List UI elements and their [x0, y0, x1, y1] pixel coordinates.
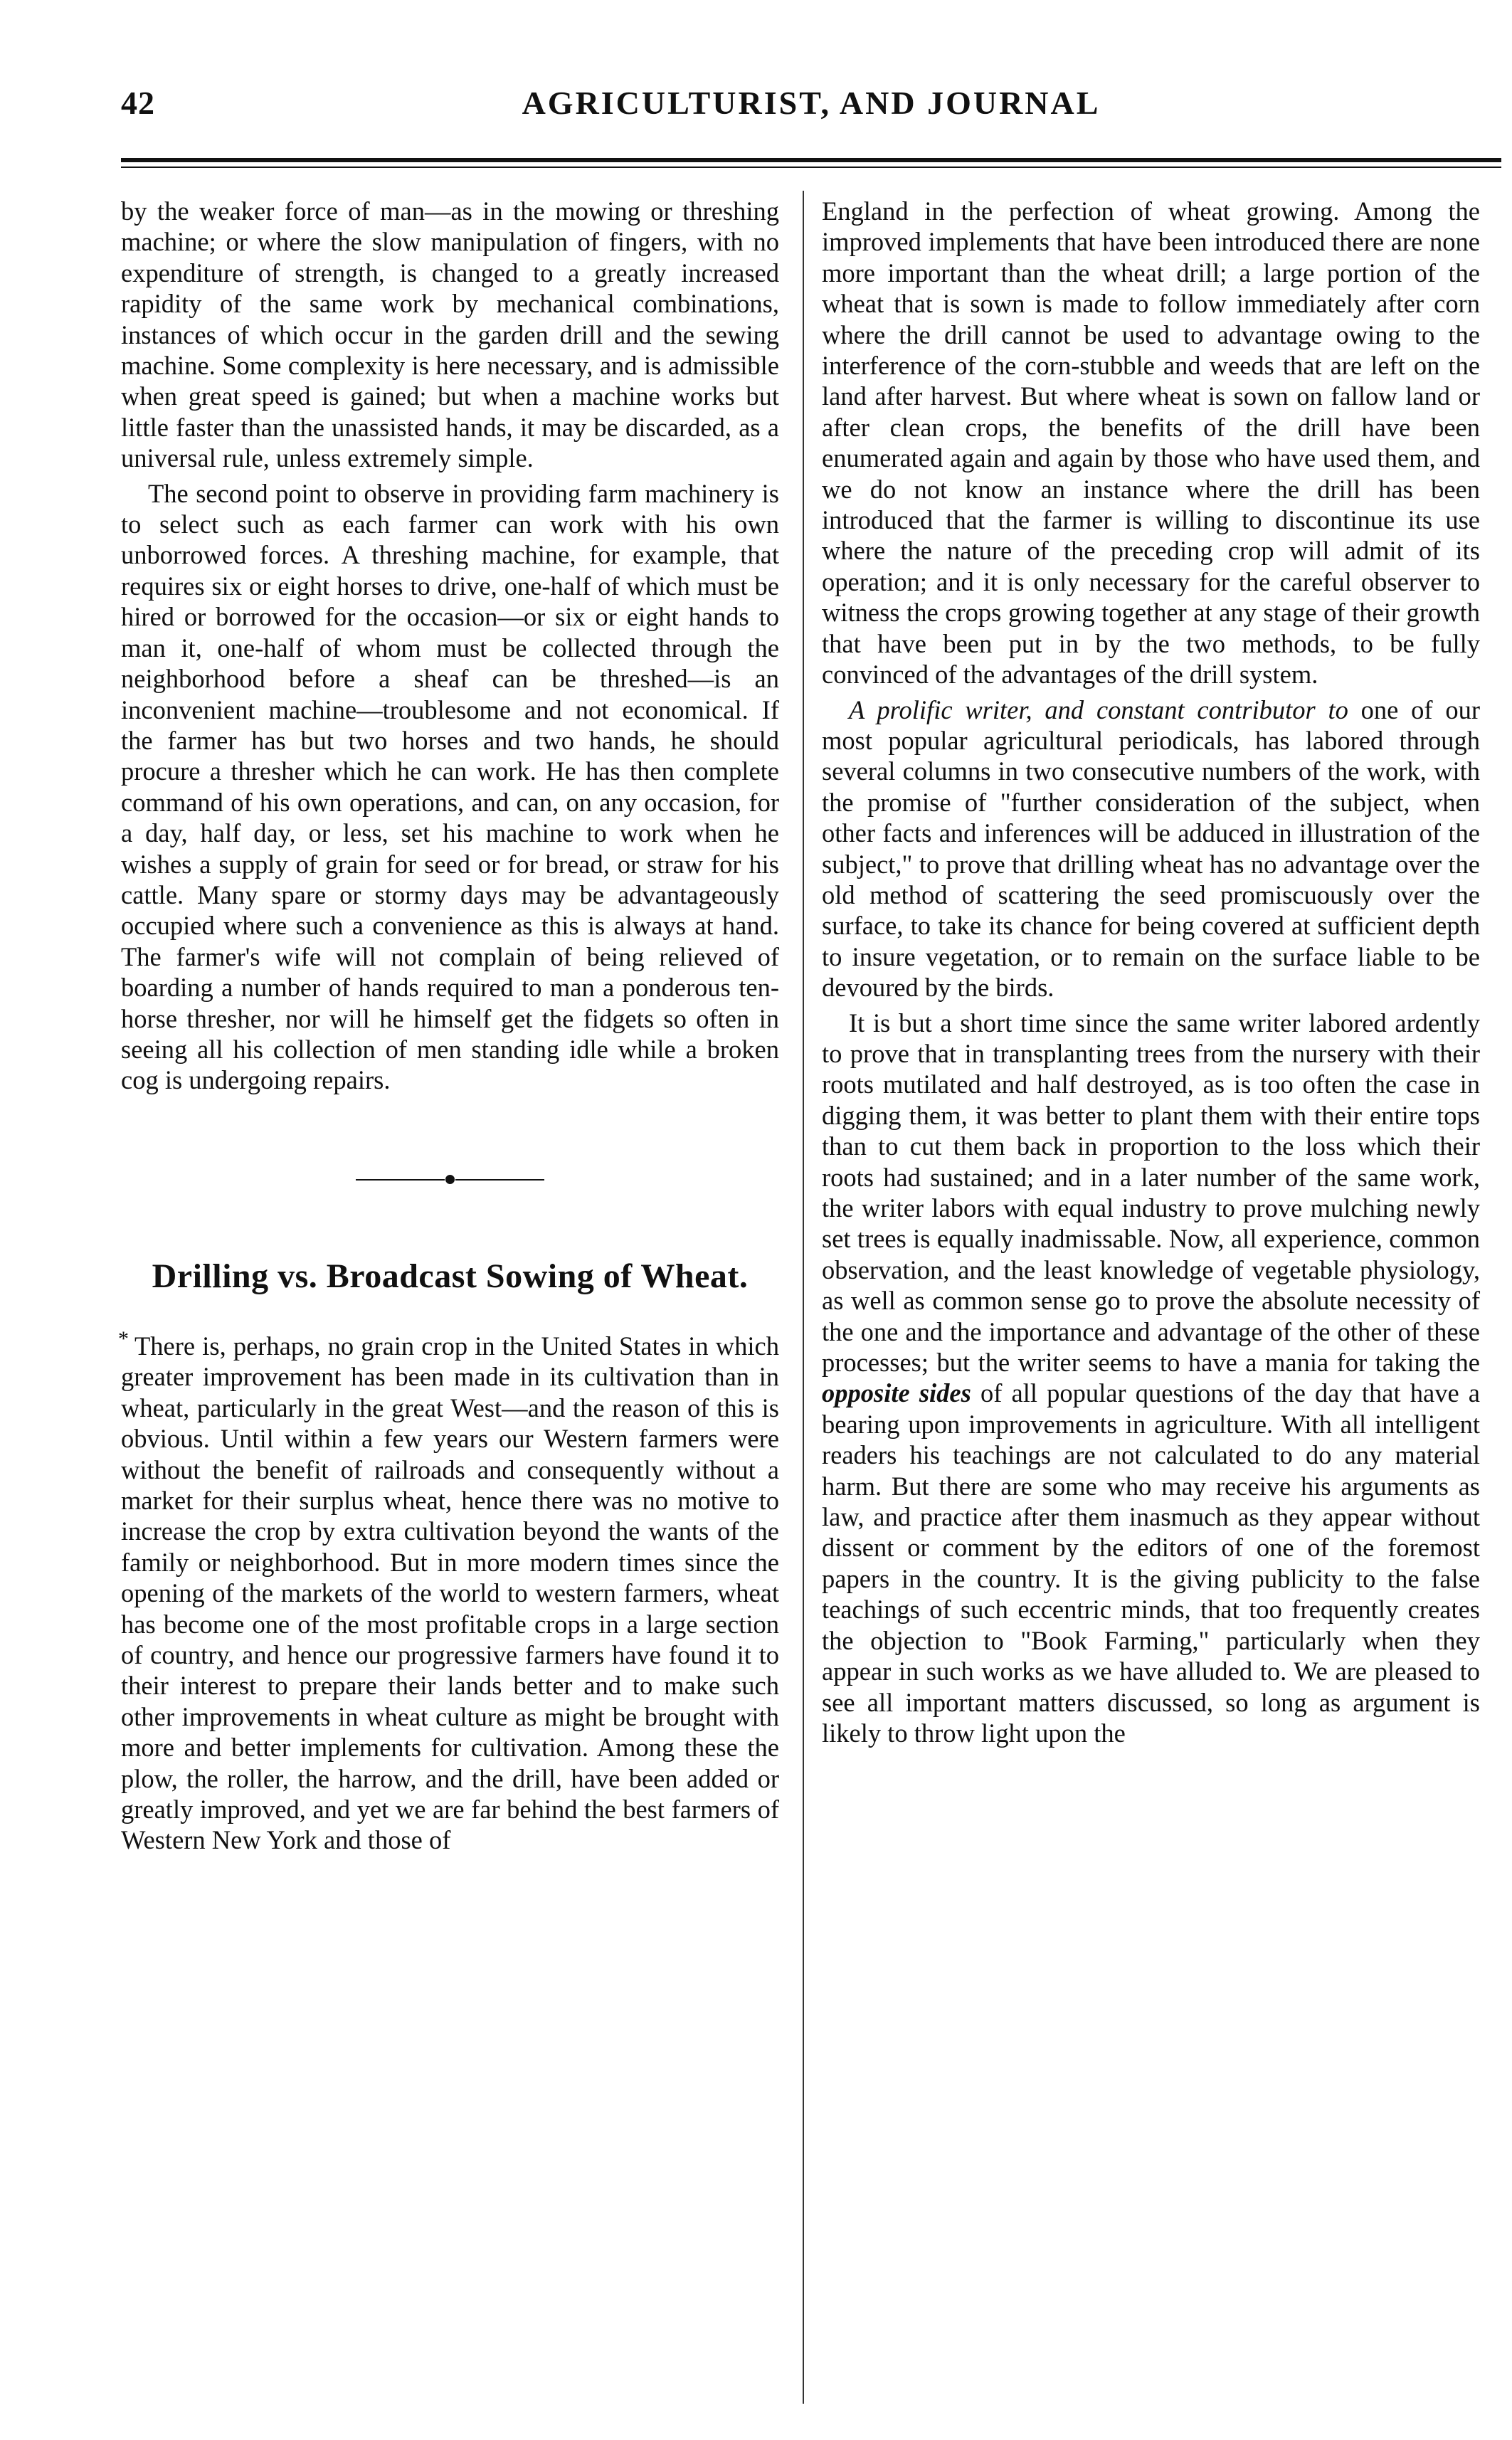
separator-line-right [455, 1179, 544, 1181]
left-column [118, 196, 779, 1856]
right-paragraph-3-a: It is but a short time since the same writer labored ardently to prove that in transplanting trees from the nursery with their roots mutilated and half destroyed, as is too often the case in digging them, it was better to plant them with their entire tops than to cut them back in proportion to the loss which their roots had sustained; and in a later number of the same work, the writer labors with equal industry to prove mulching newly set trees is equally inadmissable. Now, all experience, common observation, and the least knowledge of vegetable physiology, as well as common sense go to prove the absolute necessity of the one and the importance and advantage of the other of these processes; but the writer seems to have a mania for taking the [822, 1008, 1480, 1378]
header-rule-thick [121, 158, 1501, 162]
article-marker: * [118, 1326, 129, 1351]
article-heading: Drilling vs. Broadcast Sowing of Wheat. [152, 1257, 749, 1295]
right-paragraph-3 [822, 1008, 1480, 1749]
separator-line-left [356, 1179, 445, 1181]
right-column [822, 196, 1480, 1748]
left-paragraph-1: by the weaker force of man—as in the mowing or threshing machine; or where the slow manipulation of fingers, with no expenditure of strength, is changed to a greatly increased rapidity of the same work by mechanical combinations, instances of which occur in the garden drill and the sewing machine. Some complexity is here necessary, and is admissible when great speed is gained; but when a machine works but little faster than the unassisted hands, it may be discarded, as a universal rule, unless extremely simple. [121, 196, 779, 473]
running-title: AGRICULTURIST, AND JOURNAL [522, 85, 1101, 121]
right-paragraph-2-lead: A prolific writer, and constant contributor to [849, 694, 1348, 724]
left-paragraph-2: The second point to observe in providing farm machinery is to select such as each farmer can work with his own unborrowed forces. A threshing machine, for example, that requires six or eight horses to drive, one-half of which must be hired or borrowed for the occasion—or six or eight hands to man it, one-half of whom must be collected through the neighborhood before a sheaf can be threshed—is an inconvenient machine—troublesome and not economical. If the farmer has but two horses and two hands, he should procure a thresher which he can work. He has then complete command of his own operations, and can, on any occasion, for a day, half day, or less, set his machine to work when he wishes a supply of grain for seed or for bread, or straw for his cattle. Many spare or stormy days may be advantageously occupied where such a convenience as this is always at hand. The farmer's wife will not complain of being relieved of boarding a number of hands required to man a ponderous ten-horse thresher, nor will he himself get the fidgets so often in seeing all his collection of men standing idle while a broken cog is undergoing repairs. [121, 478, 779, 1095]
right-paragraph-2 [822, 694, 1480, 1003]
right-paragraph-1: England in the perfection of wheat growing. Among the improved implements that have been introduced there are none more important than the wheat drill; a large portion of the wheat that is sown is made to follow immediately after corn where the drill cannot be used to advantage owing to the interference of the corn-stubble and weeds that are left on the land after harvest. But where wheat is sown on fallow land or after clean crops, the benefits of the drill have been enumerated again and again by those who have used them, and we do not know an instance where the drill has been introduced that the farmer is willing to discontinue its use where the nature of the preceding crop will admit of its operation; and it is only necessary for the careful observer to witness the crops growing together at any stage of their growth that have been put in by the two methods, to be fully convinced of the advantages of the drill system. [822, 196, 1480, 690]
header-rule-thin [121, 167, 1501, 168]
right-paragraph-3-b: of all popular questions of the day that have a bearing upon improvements in agriculture. With all intelligent readers his teachings are not calculated to do any material harm. But there are some who may receive his arguments as law, and practice after them inasmuch as they appear without dissent or comment by the editors of one of the foremost papers in the country. It is the giving publicity to the false teachings of such eccentric minds, that too frequently creates the objection to "Book Farming," particularly when they appear in such works as we have alluded to. We are pleased to see all important matters discussed, so long as argument is likely to throw light upon the [822, 1378, 1480, 1748]
page-header [121, 78, 1501, 135]
left-paragraph-3 [118, 1324, 779, 1856]
right-paragraph-3-emphasis: opposite sides [822, 1378, 971, 1408]
section-separator-ornament [121, 1164, 779, 1195]
left-paragraph-3-text: There is, perhaps, no grain crop in the United States in which greater improvement has been made in its cultivation than in wheat, particularly in the great West—and the reason of this is obvious. Until within a few years our Western farmers were without the benefit of railroads and consequently without a market for their surplus wheat, hence there was no motive to increase the crop by extra cultivation beyond the wants of the family or neighborhood. But in more modern times since the opening of the markets of the world to western farmers, wheat has become one of the most profitable crops in a large section of country, and hence our progressive farmers have found it to their interest to prepare their lands better and to make such other improvements in wheat culture as might be brought with more and better implements for cultivation. Among these the plow, the roller, the harrow, and the drill, have been added or greatly improved, and yet we are far behind the best farmers of Western New York and those of [121, 1331, 779, 1855]
column-divider [803, 191, 804, 2404]
page-number: 42 [121, 85, 155, 121]
right-paragraph-2-rest: one of our most popular agricultural periodicals, has labored through several columns in two consecutive numbers of the work, with the promise of "further consideration of the subject, when other facts and inferences will be adduced in illustration of the subject," to prove that drilling wheat has no advantage over the old method of scattering the seed promiscuously over the surface, to take its chance for being covered at sufficient depth to insure vegetation, or to remain on the surface liable to be devoured by the birds. [822, 694, 1480, 1003]
separator-dot [445, 1175, 455, 1184]
